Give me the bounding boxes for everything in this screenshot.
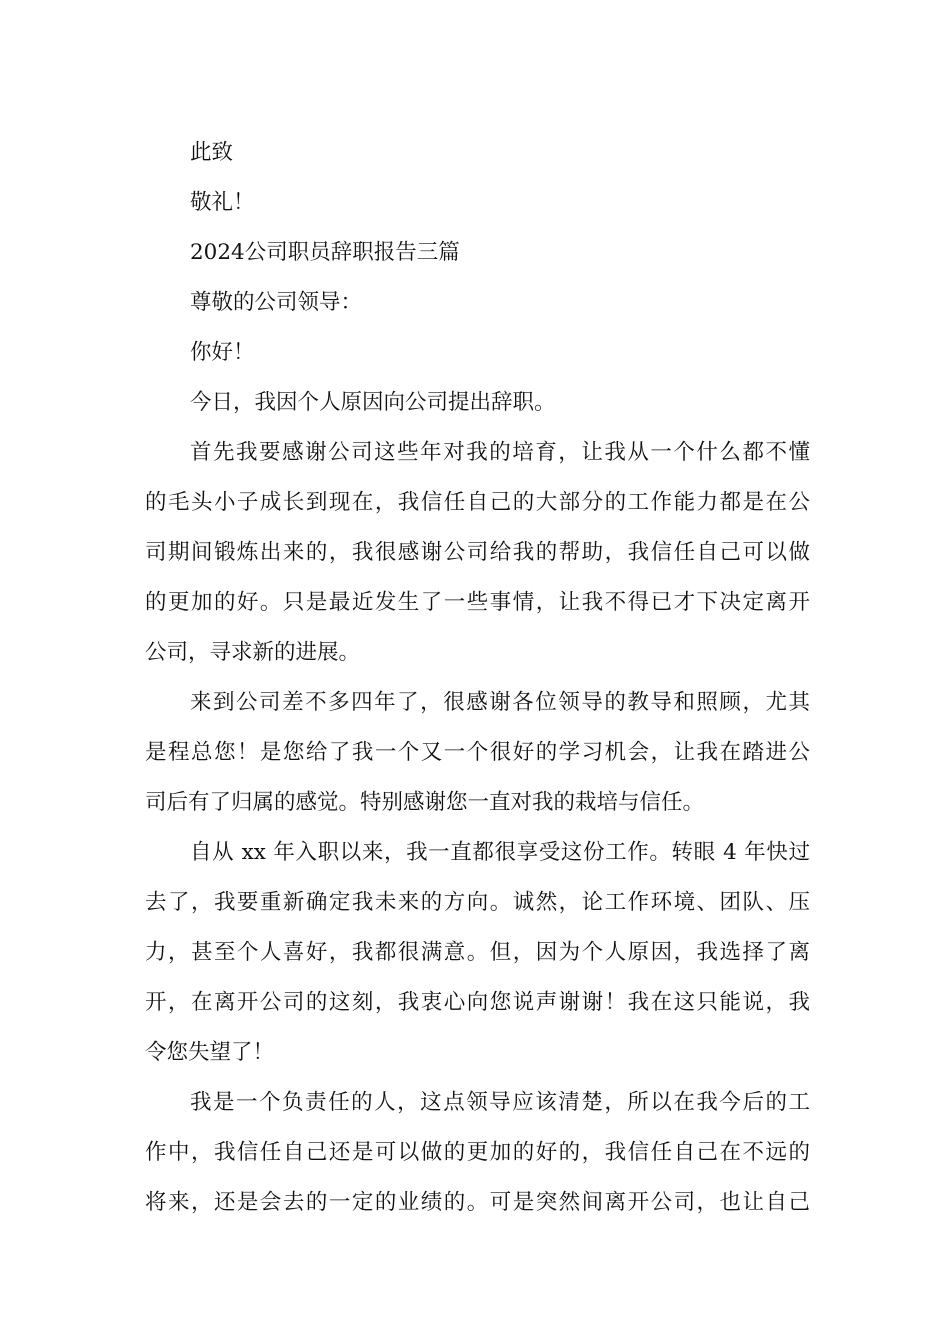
paragraph-line: 去了，我要重新确定我未来的方向。诚然，论工作环境、团队、压 [145,890,810,915]
paragraph-line: 我是一个负责任的人，这点领导应该清楚，所以在我今后的工 [190,1090,810,1115]
document-title: 2024公司职员辞职报告三篇 [190,240,460,265]
paragraph-line: 司期间锻炼出来的，我很感谢公司给我的帮助，我信任自己可以做 [145,540,810,565]
paragraph-line: 今日，我因个人原因向公司提出辞职。 [190,390,556,415]
letter-body [145,128,810,1228]
closing-salutation: 此致 [190,140,234,165]
paragraph-line: 将来，还是会去的一定的业绩的。可是突然间离开公司，也让自己 [145,1190,810,1215]
letter-hello: 你好！ [190,340,255,365]
paragraph-line: 令您失望了！ [145,1040,275,1065]
paragraph-line: 作中，我信任自己还是可以做的更加的好的，我信任自己在不远的 [145,1140,810,1165]
paragraph-line: 司后有了归属的感觉。特别感谢您一直对我的栽培与信任。 [145,790,705,815]
paragraph-line: 的更加的好。只是最近发生了一些事情，让我不得已才下决定离开 [145,590,810,615]
paragraph-line: 首先我要感谢公司这些年对我的培育，让我从一个什么都不懂 [190,440,810,465]
paragraph-line: 开，在离开公司的这刻，我衷心向您说声谢谢！我在这只能说，我 [145,990,810,1015]
paragraph-line: 来到公司差不多四年了，很感谢各位领导的教导和照顾，尤其 [190,690,810,715]
letter-greeting: 尊敬的公司领导： [190,290,363,315]
paragraph-line: 的毛头小子成长到现在，我信任自己的大部分的工作能力都是在公 [145,490,810,515]
closing-regards: 敬礼！ [190,190,255,215]
paragraph-line: 自从 xx 年入职以来，我一直都很享受这份工作。转眼 4 年快过 [190,840,810,865]
paragraph-line: 力，甚至个人喜好，我都很满意。但，因为个人原因，我选择了离 [145,940,810,965]
paragraph-line: 公司，寻求新的进展。 [145,640,361,665]
paragraph-line: 是程总您！是您给了我一个又一个很好的学习机会，让我在踏进公 [145,740,810,765]
